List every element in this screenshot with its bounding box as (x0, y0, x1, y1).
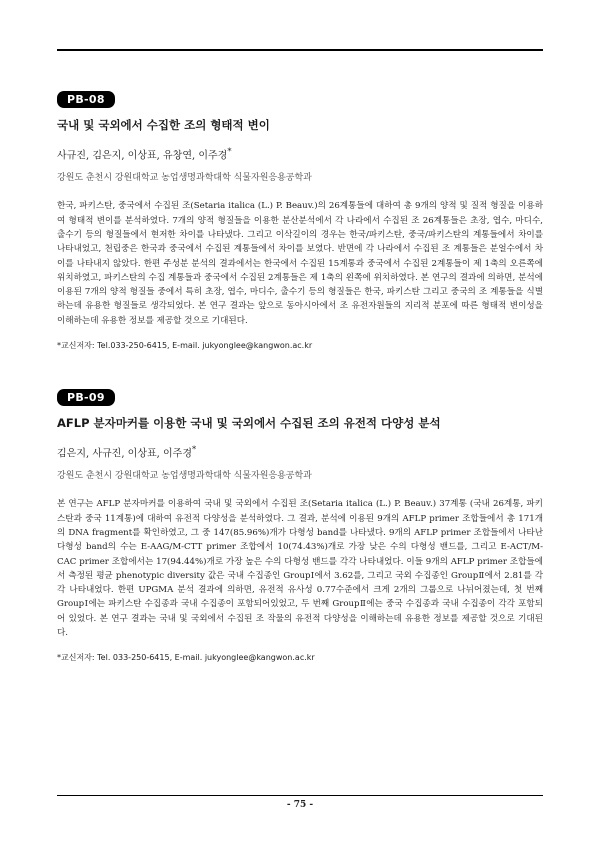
affiliation: 강원도 춘천시 강원대학교 농업생명과학대학 식물자원응용공학과 (57, 471, 312, 482)
author-names: 사규진, 김은지, 이상표, 유창연, 이주경 (57, 150, 228, 162)
abstract-body: 본 연구는 AFLP 분자마커를 이용하여 국내 및 국외에서 수집된 조(Setaria italica (L.) P. Beauv.) 37계통 (국내 26계통, 파키스탄과 중국 11계통)에 대하여 유전적 다양성을 분석하였다. 그 결과, 분석에 이용된 9개의 AFLP primer 조합들에서 총 171개의 DNA fragment를 확인하였고, 그 중 147(85.96%)개가 다형성 band를 나타냈다. 9개의 AFLP primer 조합들에서 나타난 다형성 band의 수는 E-AAG/M-CTT primer 조합에서 10(74.43%)개로 가장 낮은 수의 다형성 밴드를, 그리고 E-ACT/M-CAC primer 조합에서는 17(94.44%)개로 가장 높은 수의 다형성 밴드를 각각 나타내었다. 이들 9개의 AFLP primer 조합들에서 측정된 평균 phenotypic diversity 값은 국내 수집종인 GroupⅠ에서 3.62를, 그리고 국외 수집종인 GroupⅡ에서 2.81를 각각 나타내었다. 한편 UPGMA 분석 결과에 의하면, 유전적 유사성 0.77수준에서 크게 2개의 그룹으로 나뉘어졌는데, 첫 번째 GroupⅠ에는 파키스탄 수집종과 국내 수집종이 포함되어있었고, 두 번째 GroupⅡ에는 중국 수집종과 국내 수집종이 각각 포함되어 있었다. 본 연구 결과는 국내 및 국외에서 수집된 조 작물의 유전적 다양성을 이해하는데 유용한 정보를 제공할 것으로 기대된다. (57, 499, 543, 638)
abstract-body: 한국, 파키스탄, 중국에서 수집된 조(Setaria italica (L.) P. Beauv.)의 26계통들에 대하여 총 9개의 양적 및 질적 형질을 이용하여 형태적 변이를 분석하였다. 7개의 양적 형질들을 이용한 분산분석에서 각 나라에서 수집된 조 26계통들은 초장, 엽수, 마디수, 출수기 등의 형질들에서 현저한 차이를 나타냈다. 그리고 이삭길이의 경우는 한국/파키스탄, 중국/파키스탄의 계통들에서 차이를 나타내었고, 천립중은 한국과 중국에서 수집된 계통들에서 차이를 보였다. 반면에 각 나라에서 수집된 조 계통들은 분얼수에서 차이를 나타내지 않았다. 한편 주성분 분석의 결과에서는 한국에서 수집된 15계통과 중국에서 수집된 2계통들이 제 1축의 오른쪽에 위치하였고, 파키스탄의 수집 계통들과 중국에서 수집된 2계통들은 제 1축의 왼쪽에 위치하였다. 본 연구의 결과에 의하면, 분석에 이용된 7개의 양적 형질들 중에서 특히 초장, 엽수, 마디수, 출수기 등의 형질들은 한국, 파키스탄 그리고 중국의 조 계통들을 식별하는데 유용한 형질들로 생각되었다. 본 연구 결과는 앞으로 동아시아에서 조 유전자원들의 지리적 분포에 따른 형태적 변이성을 이해하는데 유용한 정보를 제공할 것으로 기대된다. (57, 201, 543, 326)
author-list (57, 144, 543, 163)
top-rule (57, 49, 543, 51)
poster-id-badge: PB-09 (57, 389, 115, 406)
corresponding-mark: * (192, 444, 197, 454)
author-names: 김은지, 사규진, 이상표, 이주경 (57, 448, 192, 460)
affiliation: 강원도 춘천시 강원대학교 농업생명과학대학 식물자원응용공학과 (57, 173, 312, 184)
corresponding-mark: * (227, 146, 232, 156)
bottom-rule (57, 795, 543, 796)
contact-info: *교신저자: Tel.033-250-6415, E-mail. jukyonglee@kangwon.ac.kr (57, 341, 313, 350)
author-list (57, 442, 543, 461)
poster-id-badge: PB-08 (57, 91, 115, 108)
contact-info: *교신저자: Tel. 033-250-6415, E-mail. jukyonglee@kangwon.ac.kr (57, 653, 315, 663)
abstract-entry-pb-09 (57, 386, 543, 664)
abstract-title: AFLP 분자마커를 이용한 국내 및 국외에서 수집된 조의 유전적 다양성 분석 (57, 416, 441, 430)
abstract-title: 국내 및 국외에서 수집한 조의 형태적 변이 (57, 118, 270, 132)
abstract-entry-pb-08 (57, 88, 543, 352)
page-number: - 75 - (286, 800, 314, 810)
